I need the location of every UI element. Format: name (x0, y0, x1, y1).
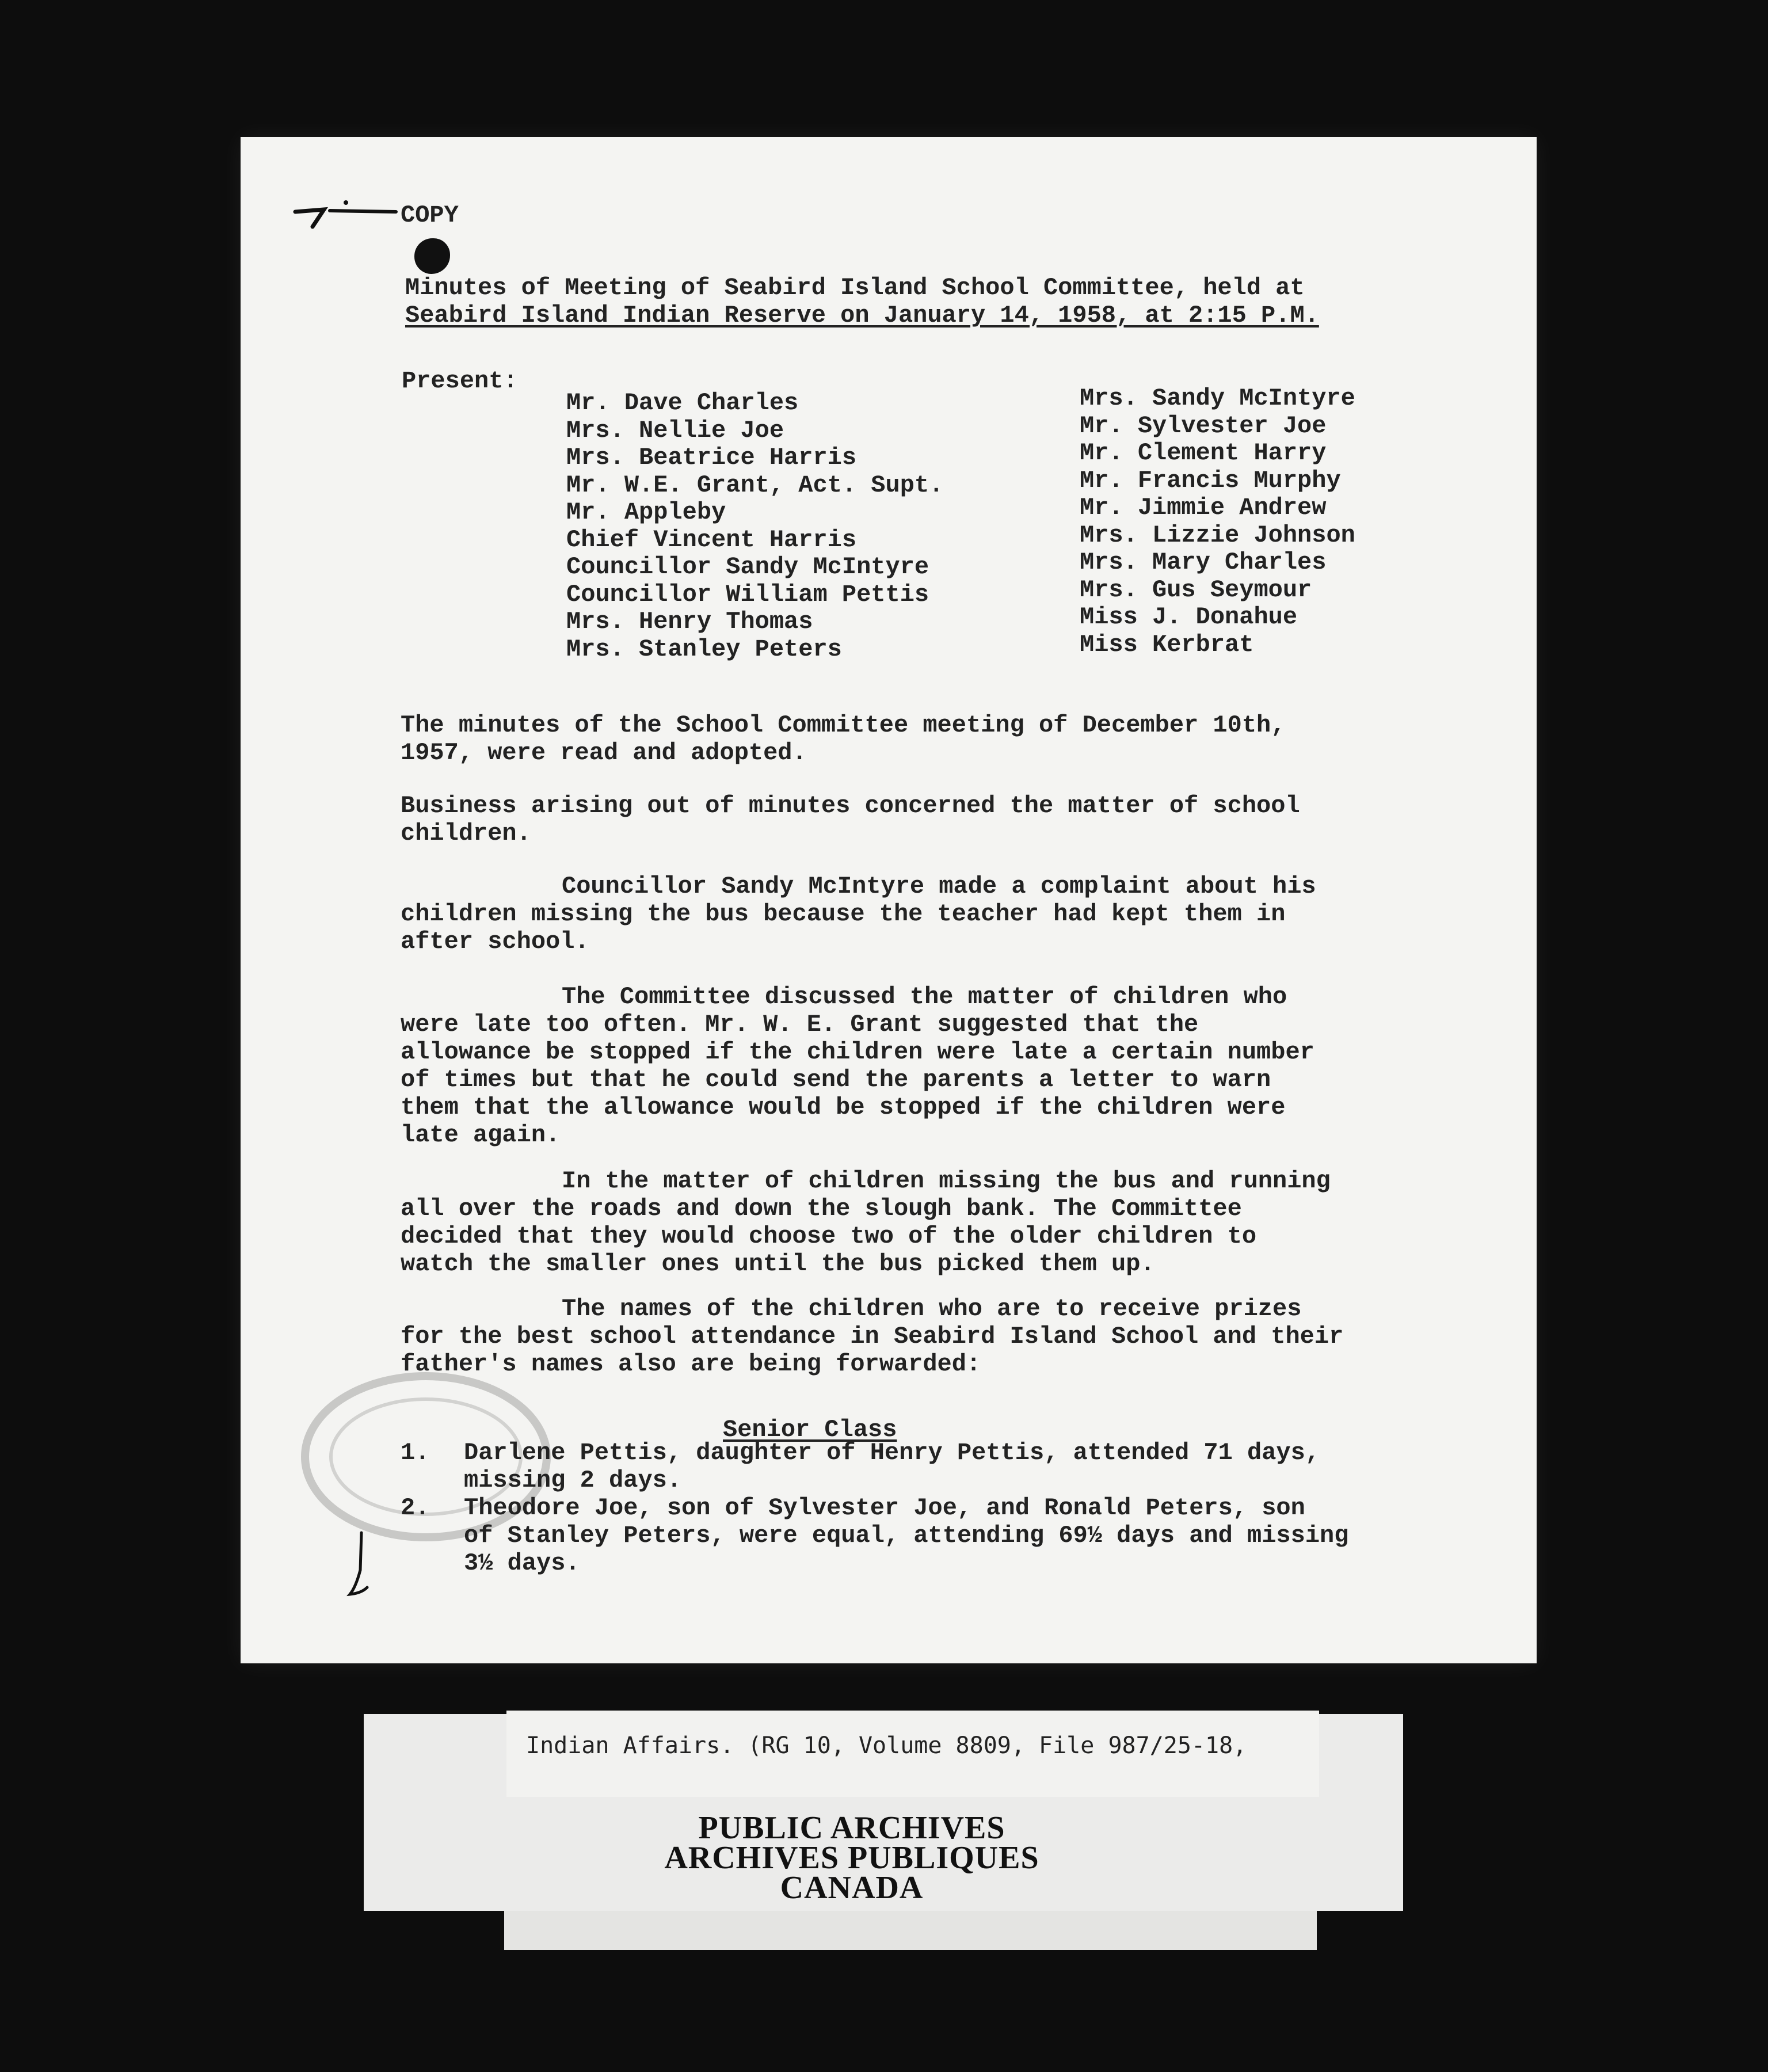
item-text: Theodore Joe, son of Sylvester Joe, and Ronald Peters, son of Stanley Peters, were equal, attending 69½ days and missing 3½ days. (464, 1494, 1349, 1577)
attendee: Mrs. Mary Charles (1080, 549, 1327, 576)
attendee: Mr. Dave Charles (566, 389, 799, 417)
heading-line-1: Minutes of Meeting of Seabird Island School Committee, held at (405, 274, 1305, 302)
ink-blot-mark (414, 238, 450, 274)
attendee: Miss J. Donahue (1080, 603, 1298, 631)
attendee: Mr. Appleby (566, 498, 726, 526)
attendee: Councillor William Pettis (566, 580, 929, 608)
heading-line-2: Seabird Island Indian Reserve on January 14, 1958, at 2:15 P.M. (405, 302, 1319, 329)
paragraph-text: The Committee discussed the matter of children who were late too often. Mr. W. E. Grant suggested that the allowance be stopped if the children were late a certain number of times but that he could send the parents a letter to warn them that the allowance would be stopped if the children were late again. (401, 983, 1314, 1149)
item-number: 1. (401, 1439, 430, 1467)
pen-check-mark-icon (289, 195, 399, 229)
archive-line-2: ARCHIVES PUBLIQUES (664, 1840, 1039, 1876)
pen-margin-mark-icon (344, 1530, 373, 1599)
paragraph-missing-bus (401, 1167, 1483, 1278)
archive-label-base (504, 1911, 1317, 1950)
paragraph-prizes (401, 1295, 1483, 1378)
prize-list-item (401, 1494, 1506, 1577)
prize-list-item (401, 1439, 1506, 1494)
paragraph-text: Councillor Sandy McIntyre made a complaint about his children missing the bus because the teacher had kept them in after school. (401, 873, 1316, 955)
attendee: Mr. Clement Harry (1080, 439, 1327, 467)
attendee: Mr. Jimmie Andrew (1080, 494, 1327, 521)
paragraph-business-arising: Business arising out of minutes concerned the matter of school children. (401, 792, 1300, 847)
senior-class-heading: Senior Class (723, 1416, 897, 1443)
paragraph-text: In the matter of children missing the bus and running all over the roads and down the slough bank. The Committee decided that they would choose two of the older children to watch the smaller ones until the bus picked them up. (401, 1167, 1331, 1278)
paragraph-late-children (401, 983, 1483, 1149)
attendees-left-column (566, 389, 943, 662)
archive-line-1: PUBLIC ARCHIVES (698, 1810, 1005, 1846)
archive-line-3: CANADA (780, 1870, 924, 1906)
attendee: Miss Kerbrat (1080, 630, 1254, 658)
attendee: Mrs. Henry Thomas (566, 608, 813, 635)
attendee: Councillor Sandy McIntyre (566, 553, 929, 581)
attendee: Mrs. Nellie Joe (566, 416, 784, 444)
present-label: Present: (402, 367, 518, 395)
attendee: Mrs. Beatrice Harris (566, 444, 857, 471)
item-text: Darlene Pettis, daughter of Henry Pettis, attended 71 days, missing 2 days. (464, 1439, 1320, 1494)
attendee: Mr. Francis Murphy (1080, 466, 1341, 494)
archive-stamp-text (576, 1810, 1128, 1906)
attendee: Mrs. Sandy McIntyre (1080, 384, 1355, 412)
copy-label: COPY (401, 201, 459, 229)
attendee: Mr. Sylvester Joe (1080, 412, 1327, 440)
attendee: Chief Vincent Harris (566, 525, 857, 554)
paragraph-minutes-adopted: The minutes of the School Committee meeting of December 10th, 1957, were read and adopted. (401, 711, 1286, 767)
document-page (241, 137, 1537, 1663)
prize-list (401, 1439, 1506, 1577)
paragraph-complaint (401, 873, 1483, 955)
attendee: Mrs. Lizzie Johnson (1080, 521, 1355, 549)
archive-reference-text: Indian Affairs. (RG 10, Volume 8809, File 987/25-18, (526, 1732, 1247, 1759)
attendee: Mr. W.E. Grant, Act. Supt. (566, 471, 944, 499)
attendee: Mrs. Stanley Peters (566, 635, 842, 663)
attendees-right-column (1080, 384, 1355, 658)
document-heading (405, 274, 1441, 329)
item-number: 2. (401, 1494, 430, 1522)
attendee: Mrs. Gus Seymour (1080, 576, 1312, 604)
paragraph-text: The names of the children who are to receive prizes for the best school attendance in Seabird Island School and their father's names also are being forwarded: (401, 1295, 1344, 1378)
